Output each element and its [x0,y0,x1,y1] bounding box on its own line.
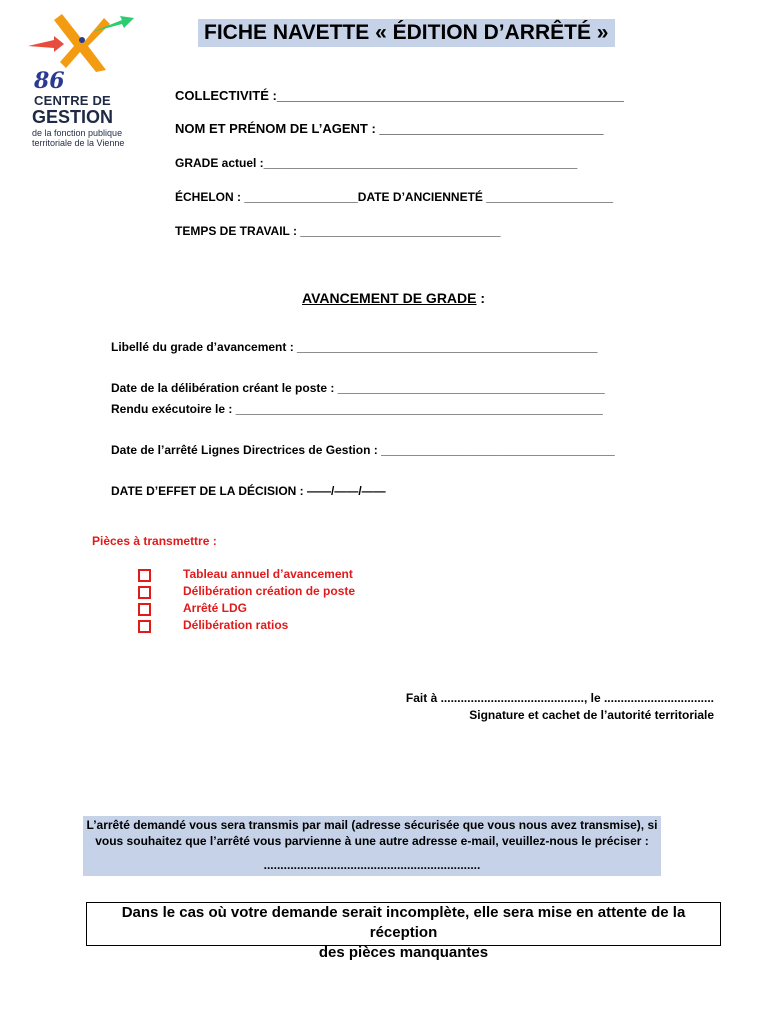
piece-item: Tableau annuel d’avancement [183,567,353,581]
field-collectivite: COLLECTIVITÉ :________________________________________________ [175,88,624,103]
warning-line-1: Dans le cas où votre demande serait incomplète, elle sera mise en attente de la réception [121,904,686,941]
checkbox-icon[interactable] [138,569,151,582]
pieces-heading: Pièces à transmettre : [92,534,217,548]
page-title: FICHE NAVETTE « ÉDITION D’ARRÊTÉ » [198,19,615,47]
field-echelon: ÉCHELON : _________________DATE D’ANCIENNETÉ ___________________ [175,190,614,204]
piece-item: Arrêté LDG [183,601,248,615]
field-temps: TEMPS DE TRAVAIL : ______________________________ [175,224,501,238]
field-agent: NOM ET PRÉNOM DE L’AGENT : _______________________________ [175,121,604,136]
email-notice [83,816,661,876]
notice-email-field: ................................................................. [263,858,481,872]
field-deliberation: Date de la délibération créant le poste : ________________________________________ [111,381,605,395]
checkbox-icon[interactable] [138,586,151,599]
notice-text-2: vous souhaitez que l’arrêté vous parvienne à une autre adresse e-mail, veuillez-nous le préciser : [95,834,649,848]
section-title-text: AVANCEMENT DE GRADE [302,290,477,306]
field-grade: GRADE actuel :_______________________________________________ [175,156,578,170]
field-date-effet: DATE D’EFFET DE LA DÉCISION : ——/——/—— [111,484,386,498]
logo-line2: GESTION [32,107,114,127]
field-ldg: Date de l’arrêté Lignes Directrices de Gestion : ___________________________________ [111,443,615,457]
piece-item: Délibération ratios [183,618,289,632]
piece-item: Délibération création de poste [183,584,356,598]
checkbox-icon[interactable] [138,603,151,616]
section-title [302,290,485,306]
field-libelle: Libellé du grade d’avancement : _____________________________________________ [111,340,598,354]
field-executoire: Rendu exécutoire le : _______________________________________________________ [111,402,603,416]
section-title-colon: : [476,290,486,306]
incomplete-warning [86,902,721,961]
logo-line1: CENTRE DE [34,93,111,108]
checkbox-icon[interactable] [138,620,151,633]
signature-label: Signature et cachet de l’autorité territoriale [469,708,714,722]
warning-line-2: des pièces manquantes [318,944,489,961]
signature-place-date: Fait à ..........................................., le ................................. [405,691,714,705]
logo-line3: de la fonction publique territoriale de la Vienne [32,128,125,148]
notice-text-1: L’arrêté demandé vous sera transmis par mail (adresse sécurisée que vous nous avez transmise), si [86,818,658,832]
logo-number: 86 [34,68,65,94]
logo [24,10,144,150]
